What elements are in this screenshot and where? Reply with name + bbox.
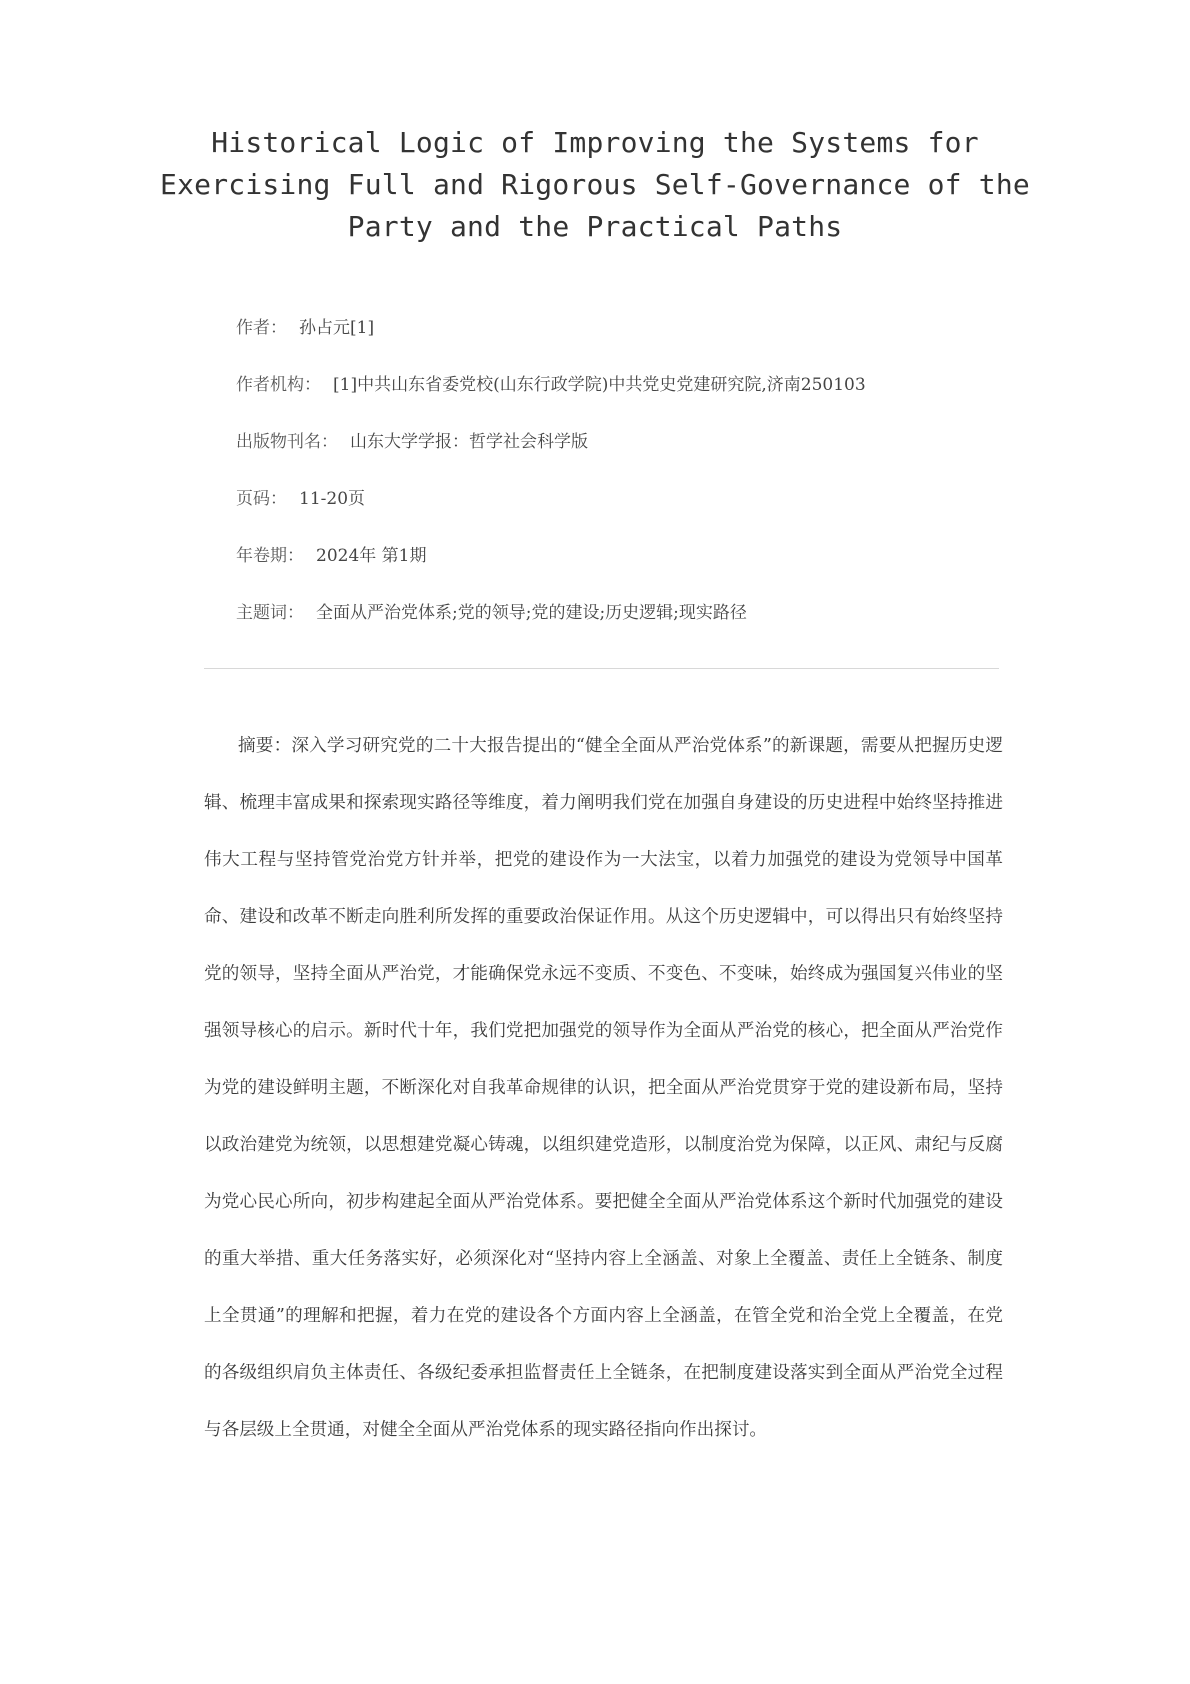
meta-keywords-value: 全面从严治党体系;党的领导;党的建设;历史逻辑;现实路径 [316, 603, 747, 623]
meta-author-value: 孙占元[1] [299, 318, 375, 338]
paper-title: Historical Logic of Improving the Systems for Exercising Full and Rigorous Self-Governance of the Party and the Practical Paths [160, 126, 1030, 243]
meta-issue-label: 年卷期： [236, 546, 304, 566]
meta-issue-value: 2024年 第1期 [316, 546, 427, 566]
abstract-paragraph: 摘要：深入学习研究党的二十大报告提出的“健全全面从严治党体系”的新课题，需要从把握历史逻辑、梳理丰富成果和探索现实路径等维度，着力阐明我们党在加强自身建设的历史进程中始终坚持推进伟大工程与坚持管党治党方针并举，把党的建设作为一大法宝，以着力加强党的建设为党领导中国革命、建设和改革不断走向胜利所发挥的重要政治保证作用。从这个历史逻辑中，可以得出只有始终坚持党的领导，坚持全面从严治党，才能确保党永远不变质、不变色、不变味，始终成为强国复兴伟业的坚强领导核心的启示。新时代十年，我们党把加强党的领导作为全面从严治党的核心，把全面从严治党作为党的建设鲜明主题，不断深化对自我革命规律的认识，把全面从严治党贯穿于党的建设新布局，坚持以政治建党为统领，以思想建党凝心铸魂，以组织建党造形，以制度治党为保障，以正风、肃纪与反腐为党心民心所向，初步构建起全面从严治党体系。要把健全全面从严治党体系这个新时代加强党的建设的重大举措、重大任务落实好，必须深化对“坚持内容上全涵盖、对象上全覆盖、责任上全链条、制度上全贯通”的理解和把握，着力在党的建设各个方面内容上全涵盖，在管全党和治全党上全覆盖，在党的各级组织肩负主体责任、各级纪委承担监督责任上全链条，在把制度建设落实到全面从严治党全过程与各层级上全贯通，对健全全面从严治党体系的现实路径指向作出探讨。 [204, 736, 1003, 1440]
meta-affiliation [236, 373, 1036, 430]
meta-author-label: 作者： [236, 318, 287, 338]
meta-pages-value: 11-20页 [299, 489, 366, 509]
meta-pages [236, 487, 1036, 544]
meta-journal [236, 430, 1036, 487]
meta-affiliation-label: 作者机构： [236, 375, 321, 395]
meta-journal-value: 山东大学学报：哲学社会科学版 [350, 432, 588, 452]
meta-author [236, 316, 1036, 373]
meta-journal-label: 出版物刊名： [236, 432, 338, 452]
meta-keywords-label: 主题词： [236, 603, 304, 623]
meta-keywords [236, 601, 1036, 658]
section-divider [204, 668, 999, 669]
meta-affiliation-value: [1]中共山东省委党校(山东行政学院)中共党史党建研究院,济南250103 [333, 375, 866, 395]
metadata-block [236, 316, 1036, 658]
meta-issue [236, 544, 1036, 601]
meta-pages-label: 页码： [236, 489, 287, 509]
